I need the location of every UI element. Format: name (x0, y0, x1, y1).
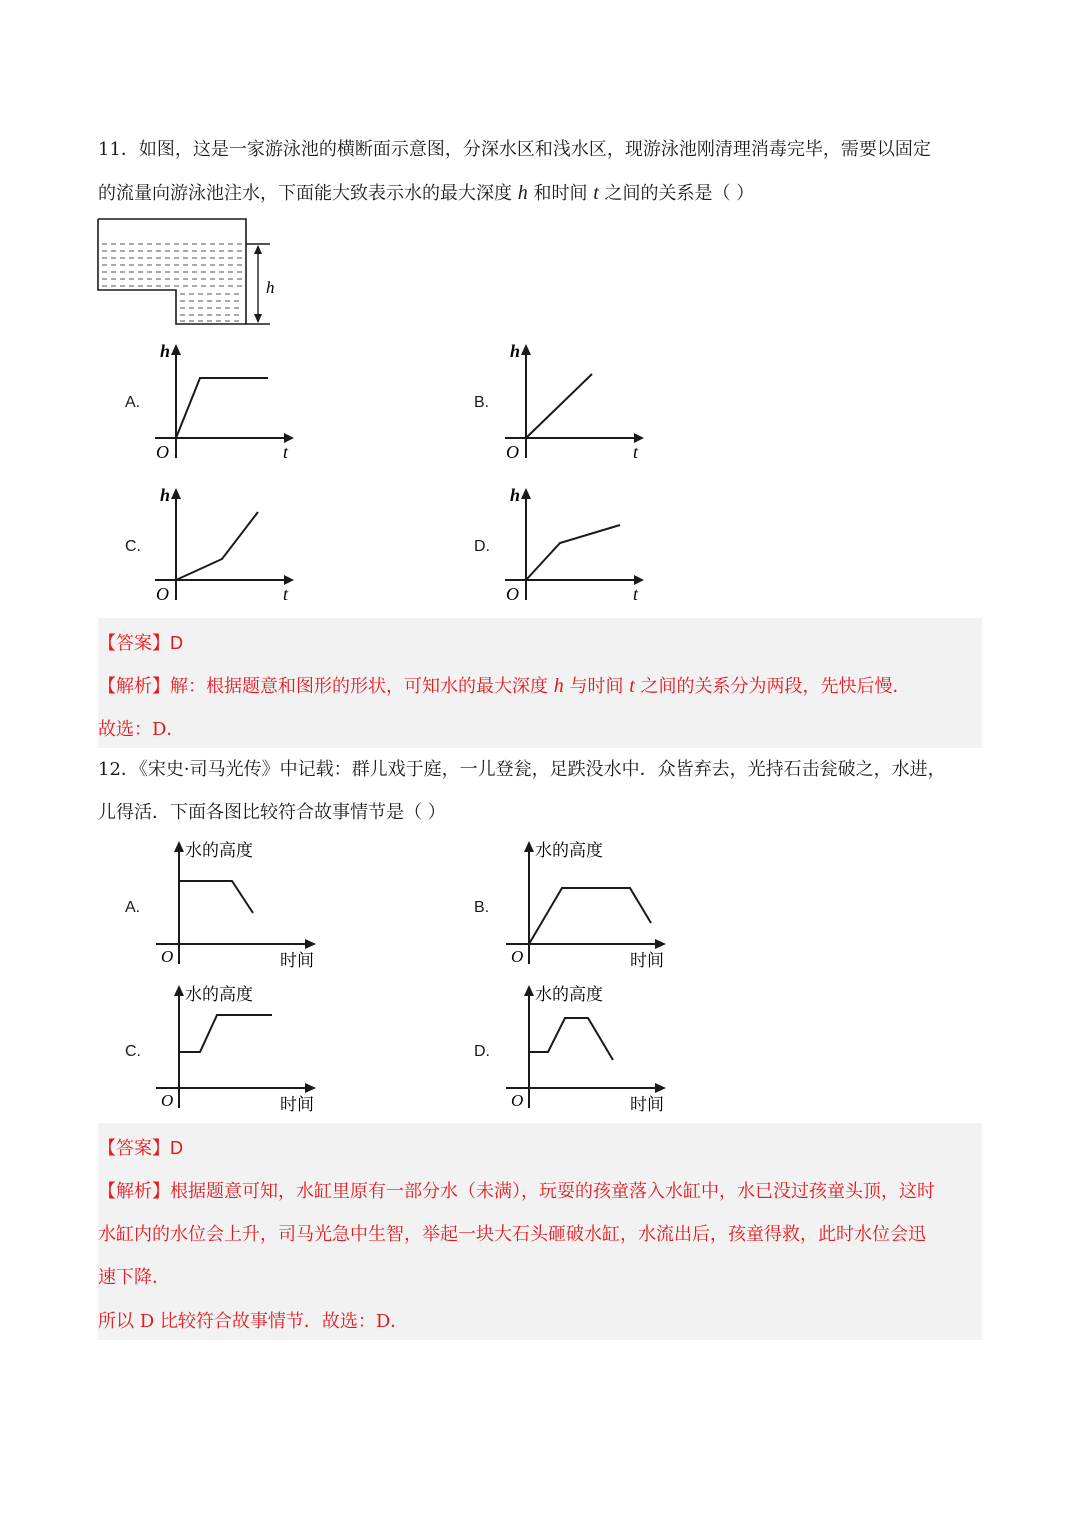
q11-choice: 故选：D． (98, 719, 185, 740)
q11-graph-b (500, 338, 650, 463)
depth-label-h: h (266, 278, 275, 297)
svg-text:O: O (511, 947, 524, 966)
svg-text:O: O (506, 584, 519, 604)
pool-cross-section-diagram (96, 216, 286, 330)
svg-text:O: O (511, 1091, 524, 1110)
q11-answer: 【答案】D (98, 633, 183, 654)
svg-text:O: O (156, 584, 169, 604)
q12-line-2: 儿得活．下面各图比较符合故事情节是（ ） (98, 802, 446, 823)
q11-option-d-label: D. (474, 538, 490, 555)
q12-line-1: 12．《宋史·司马光传》中记载：群儿戏于庭，一儿登瓮，足跌没水中．众皆弃去，光持石击瓮破之，水进， (98, 759, 946, 780)
svg-text:h: h (160, 341, 171, 361)
svg-text:水的高度: 水的高度 (535, 841, 603, 860)
svg-text:时间: 时间 (280, 951, 314, 970)
svg-text:h: h (160, 485, 171, 505)
svg-text:O: O (161, 1091, 174, 1110)
q12-option-d-label: D. (474, 1043, 490, 1060)
q11-answer-box (98, 618, 982, 748)
svg-text:O: O (161, 947, 174, 966)
q11-graph-a (150, 338, 300, 463)
svg-text:t: t (283, 584, 289, 604)
svg-text:h: h (510, 341, 521, 361)
svg-text:O: O (506, 442, 519, 462)
q12-explanation-line-3: 速下降． (98, 1267, 170, 1288)
q12-explanation-line-2: 水缸内的水位会上升，司马光急中生智，举起一块大石头砸破水缸，水流出后，孩童得救，此时水位会迅 (98, 1224, 926, 1245)
q12-answer-box (98, 1123, 982, 1340)
q12-graph-d (500, 980, 700, 1115)
q11-explanation: 【解析】解：根据题意和图形的形状，可知水的最大深度 h 与时间 t 之间的关系分为两段，先快后慢． (98, 675, 911, 697)
q11-graph-d (500, 482, 650, 607)
svg-text:水的高度: 水的高度 (535, 985, 603, 1004)
q12-graph-a (150, 836, 350, 971)
q12-graph-b (500, 836, 700, 971)
svg-text:水的高度: 水的高度 (185, 841, 253, 860)
svg-text:O: O (156, 442, 169, 462)
q12-option-a-label: A. (125, 899, 141, 916)
svg-text:t: t (283, 442, 289, 462)
q11-line-2: 的流量向游泳池注水，下面能大致表示水的最大深度 h 和时间 t 之间的关系是（ ） (98, 182, 755, 204)
svg-text:时间: 时间 (630, 1095, 664, 1114)
q11-line-1: 11．如图，这是一家游泳池的横断面示意图，分深水区和浅水区，现游泳池刚清理消毒完毕，需要以固定 (98, 139, 931, 160)
q11-option-b-label: B. (474, 394, 490, 411)
svg-text:t: t (633, 584, 639, 604)
q12-option-c-label: C. (125, 1043, 141, 1060)
svg-text:时间: 时间 (280, 1095, 314, 1114)
q12-explanation-line-1: 【解析】根据题意可知，水缸里原有一部分水（未满），玩耍的孩童落入水缸中，水已没过孩童头顶，这时 (98, 1181, 935, 1202)
svg-text:t: t (633, 442, 639, 462)
q12-graph-c (150, 980, 350, 1115)
q12-option-b-label: B. (474, 899, 490, 916)
q12-answer: 【答案】D (98, 1138, 183, 1159)
svg-text:时间: 时间 (630, 951, 664, 970)
svg-text:水的高度: 水的高度 (185, 985, 253, 1004)
q11-option-a-label: A. (125, 394, 141, 411)
q11-option-c-label: C. (125, 538, 141, 555)
q12-conclusion: 所以 D 比较符合故事情节．故选：D． (98, 1311, 409, 1332)
svg-text:h: h (510, 485, 521, 505)
q11-graph-c (150, 482, 300, 607)
